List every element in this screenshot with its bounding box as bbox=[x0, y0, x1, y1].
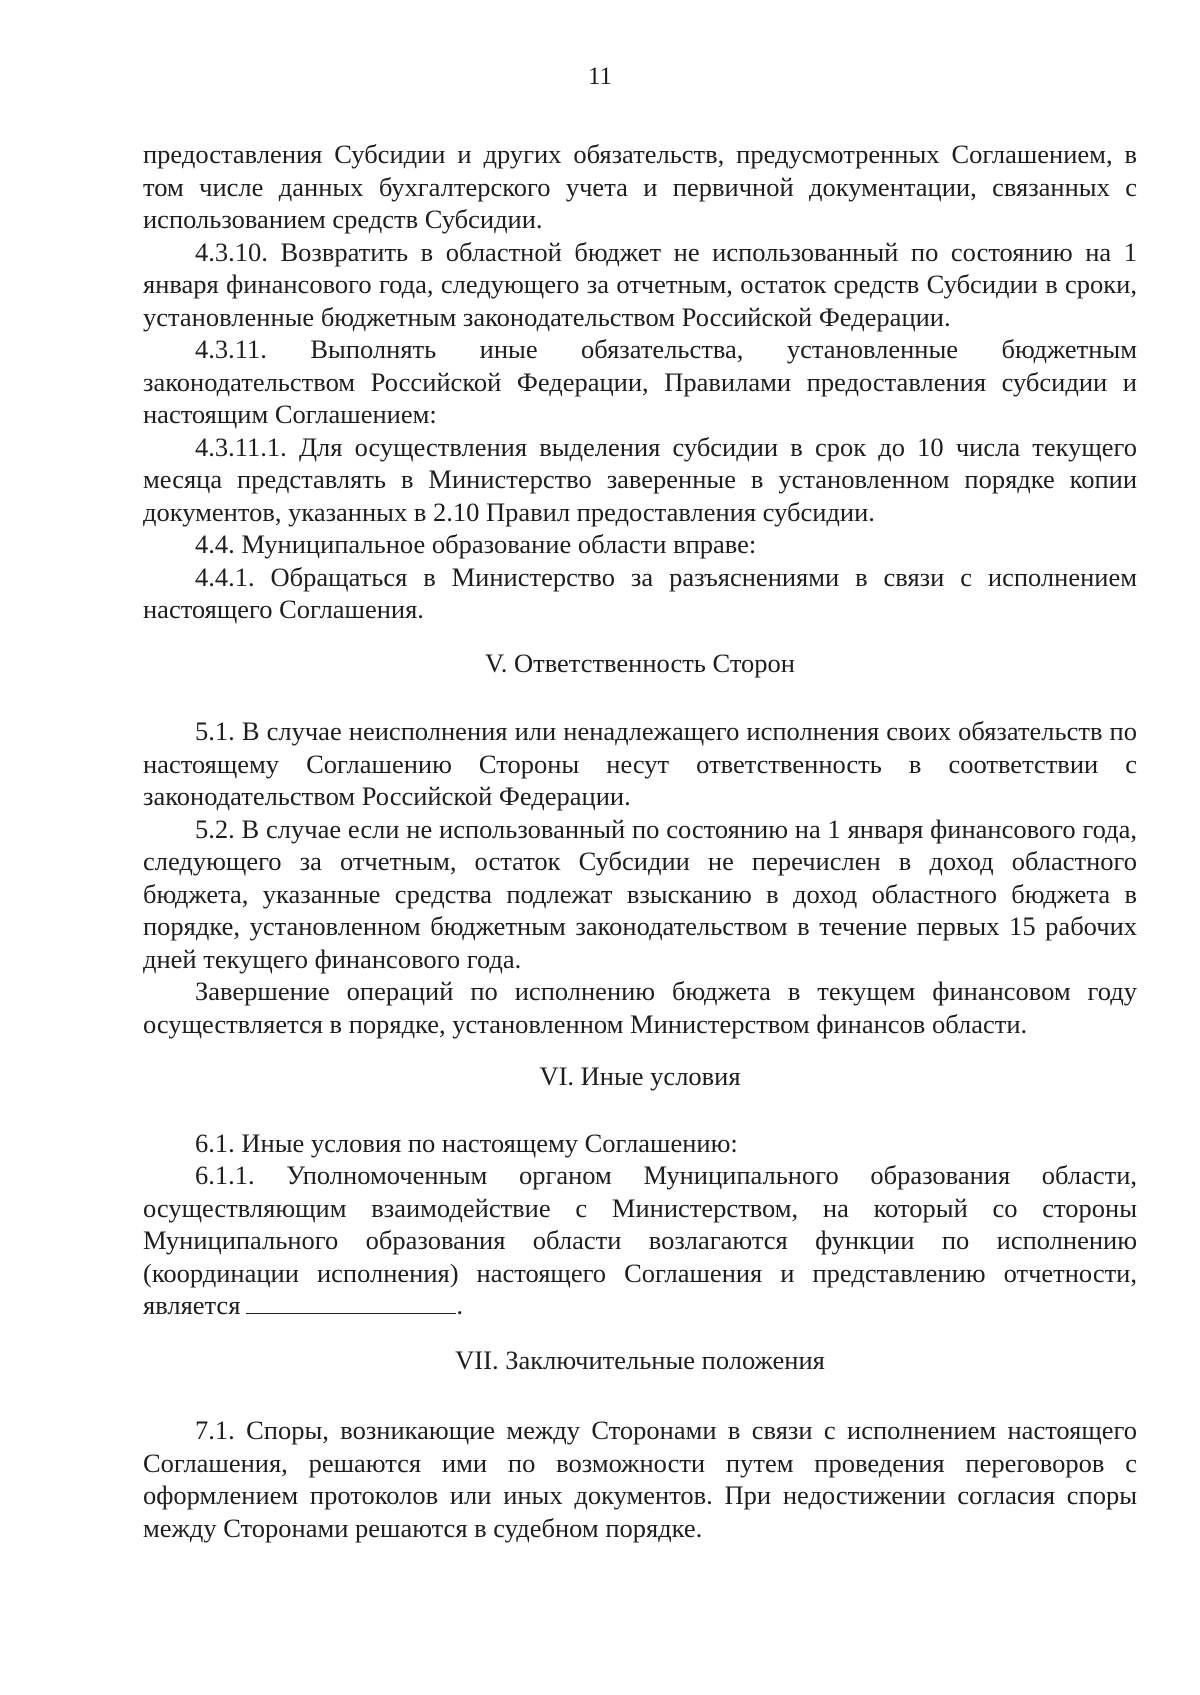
paragraph-5-2-completion: Завершение операций по исполнению бюджета в текущем финансовом году осуществляется в порядке, установленном Министерством финансов области. bbox=[143, 976, 1137, 1039]
paragraph-4-3-11: 4.3.11. Выполнять иные обязательства, установленные бюджетным законодательством Российской Федерации, Правилами предоставления субсидии и настоящим Соглашением: bbox=[143, 334, 1137, 429]
section-heading-vi: VI. Иные условия bbox=[539, 1061, 741, 1091]
paragraph-7-1: 7.1. Споры, возникающие между Сторонами в связи с исполнением настоящего Соглашения, решаются ими по возможности путем проведения переговоров с оформлением протоколов или иных документов. При недостижении согласия споры между Сторонами решаются в судебном порядке. bbox=[143, 1415, 1137, 1543]
section-heading-vii: VII. Заключительные положения bbox=[455, 1344, 825, 1375]
blank-fill-line bbox=[246, 1289, 456, 1314]
paragraph-6-1: 6.1. Иные условия по настоящему Соглашению: bbox=[195, 1127, 738, 1158]
paragraph-4-4-1: 4.4.1. Обращаться в Министерство за разъяснениями в связи с исполнением настоящего Соглашения. bbox=[143, 561, 1137, 624]
page-number: 11 bbox=[587, 63, 613, 90]
paragraph-5-2: 5.2. В случае если не использованный по состоянию на 1 января финансового года, следующего за отчетным, остаток Субсидии не перечислен в доход областного бюджета, указанные средства подлежат взысканию в доход областного бюджета в порядке, установленном бюджетным законодательством в течение первых 15 рабочих дней текущего финансового года. bbox=[143, 813, 1137, 974]
paragraph-6-1-1-text: 6.1.1. Уполномоченным органом Муниципального образования области, осуществляющим взаимодействие с Министерством, на который со стороны Муниципального образования области возлагаются функции по исполнению (координации исполнения) настоящего Соглашения и представлению отчетности, является bbox=[143, 1160, 1137, 1320]
document-body bbox=[143, 138, 1137, 1544]
paragraph-continuation: предоставления Субсидии и других обязательств, предусмотренных Соглашением, в том числе данных бухгалтерского учета и первичной документации, связанных с использованием средств Субсидии. bbox=[143, 139, 1137, 234]
paragraph-6-1-1 bbox=[143, 1159, 1137, 1322]
paragraph-4-3-11-1: 4.3.11.1. Для осуществления выделения субсидии в срок до 10 числа текущего месяца представлять в Министерство заверенные в установленном порядке копии документов, указанных в 2.10 Правил предоставления субсидии. bbox=[143, 431, 1137, 527]
paragraph-4-3-10: 4.3.10. Возвратить в областной бюджет не использованный по состоянию на 1 января финансового года, следующего за отчетным, остаток средств Субсидии в сроки, установленные бюджетным законодательством Российской Федерации. bbox=[143, 236, 1137, 332]
paragraph-4-4: 4.4. Муниципальное образование области вправе: bbox=[195, 529, 757, 559]
section-heading-v: V. Ответственность Сторон bbox=[485, 647, 795, 678]
paragraph-6-1-1-end: . bbox=[456, 1290, 464, 1320]
paragraph-5-1: 5.1. В случае неисполнения или ненадлежащего исполнения своих обязательств по настоящему Соглашению Стороны несут ответственность в соответствии с законодательством Российской Федерации. bbox=[143, 716, 1137, 811]
